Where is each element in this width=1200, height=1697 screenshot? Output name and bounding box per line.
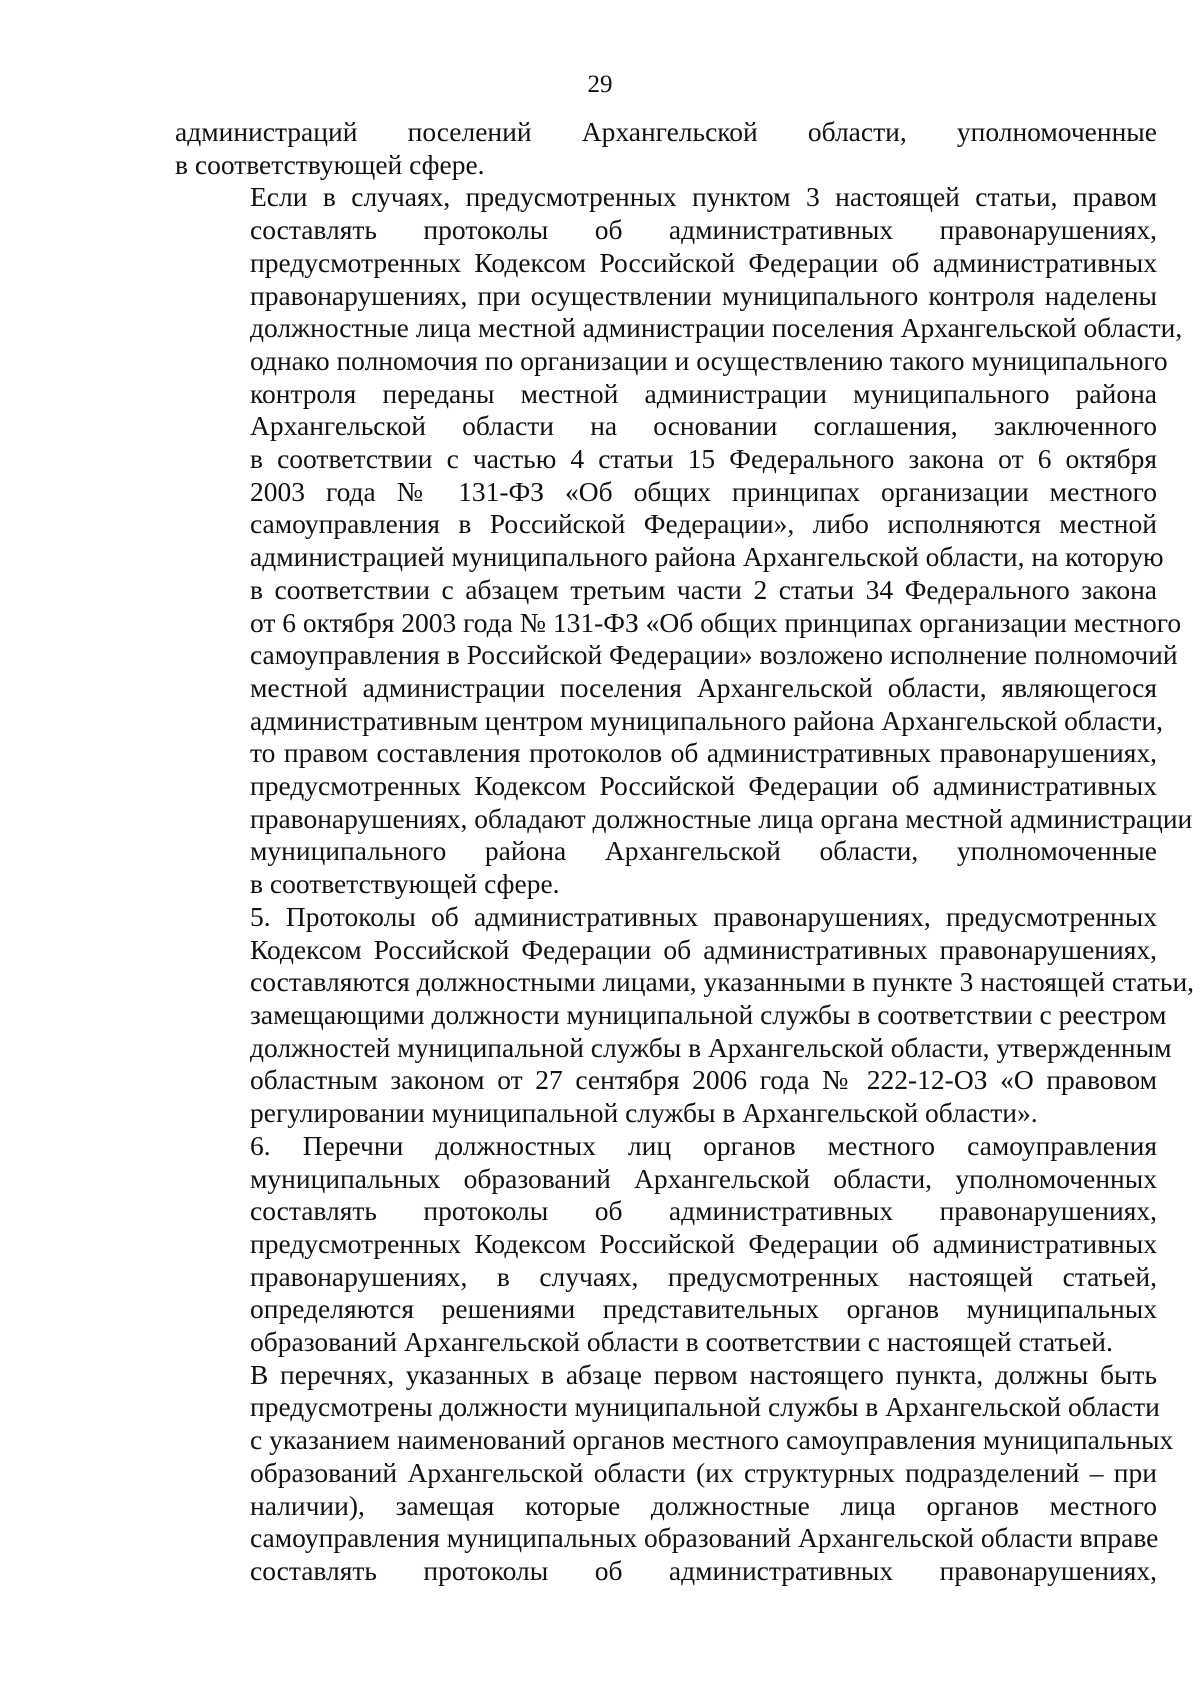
paragraph (175, 1130, 1157, 1359)
text-line: в соответствии с частью 4 статьи 15 Федерального закона от 6 октября (250, 443, 1157, 475)
text-line: 5. Протоколы об административных правонарушениях, предусмотренных (250, 900, 1157, 932)
text-line: определяются решениями представительных органов муниципальных (250, 1293, 1157, 1325)
text-line: предусмотренных Кодексом Российской Федерации об административных (250, 770, 1157, 802)
text-line: самоуправления в Российской Федерации» возложено исполнение полномочий (250, 639, 1178, 671)
document-body (175, 116, 1195, 1588)
text-line: образований Архангельской области в соответствии с настоящей статьей. (250, 1326, 1113, 1358)
paragraph (175, 116, 1157, 181)
text-line: контроля переданы местной администрации муниципального района (250, 377, 1157, 409)
text-line: Кодексом Российской Федерации об административных правонарушениях, (250, 933, 1157, 965)
text-line: предусмотренных Кодексом Российской Федерации об административных (250, 246, 1157, 278)
text-line: Архангельской области на основании соглашения, заключенного (250, 410, 1157, 442)
text-line: правонарушениях, при осуществлении муниципального контроля наделены (250, 279, 1157, 311)
text-line: составляются должностными лицами, указанными в пункте 3 настоящей статьи, (250, 966, 1195, 998)
text-line: составлять протоколы об административных правонарушениях, (250, 1195, 1157, 1227)
text-line: администрацией муниципального района Архангельской области, на которую (250, 541, 1164, 573)
text-line: регулировании муниципальной службы в Архангельской области». (250, 1097, 1038, 1129)
text-line: местной администрации поселения Архангельской области, являющегося (250, 671, 1157, 703)
text-line: составлять протоколы об административных правонарушениях, (250, 1554, 1157, 1586)
text-line: в соответствии с абзацем третьим части 2 статьи 34 Федерального закона (250, 573, 1157, 605)
paragraph (175, 181, 1193, 900)
paragraph (175, 900, 1195, 1130)
text-line: в соответствующей сфере. (175, 148, 485, 180)
page-number: 29 (587, 71, 613, 98)
text-line: правонарушениях, обладают должностные лица органа местной администрации (250, 802, 1193, 834)
text-line: 6. Перечни должностных лиц органов местного самоуправления (250, 1129, 1157, 1161)
paragraph (175, 1358, 1174, 1588)
text-line: в соответствующей сфере. (250, 868, 560, 900)
text-line: самоуправления в Российской Федерации», либо исполняются местной (250, 508, 1157, 540)
text-line: правонарушениях, в случаях, предусмотренных настоящей статьей, (250, 1260, 1157, 1292)
text-line: предусмотренных Кодексом Российской Федерации об административных (250, 1227, 1157, 1259)
text-line: муниципальных образований Архангельской области, уполномоченных (250, 1162, 1157, 1194)
text-line: от 6 октября 2003 года № 131-ФЗ «Об общих принципах организации местного (250, 606, 1182, 638)
text-line: то правом составления протоколов об административных правонарушениях, (250, 737, 1157, 769)
text-line: администраций поселений Архангельской области, уполномоченные (175, 116, 1157, 147)
text-line: 2003 года № 131-ФЗ «Об общих принципах организации местного (250, 475, 1157, 507)
text-line: составлять протоколы об административных правонарушениях, (250, 214, 1157, 246)
text-line: однако полномочия по организации и осуществлению такого муниципального (250, 344, 1168, 376)
text-line: предусмотрены должности муниципальной службы в Архангельской области (250, 1391, 1160, 1423)
text-line: самоуправления муниципальных образований Архангельской области вправе (250, 1522, 1159, 1554)
text-line: областным законом от 27 сентября 2006 года № 222-12-ОЗ «О правовом (250, 1064, 1157, 1096)
text-line: Если в случаях, предусмотренных пунктом 3 настоящей статьи, правом (250, 181, 1157, 213)
text-line: образований Архангельской области (их структурных подразделений – при (250, 1456, 1157, 1488)
text-line: наличии), замещая которые должностные лица органов местного (250, 1489, 1157, 1521)
text-line: с указанием наименований органов местного самоуправления муниципальных (250, 1424, 1174, 1456)
text-line: В перечнях, указанных в абзаце первом настоящего пункта, должны быть (250, 1358, 1157, 1390)
text-line: муниципального района Архангельской области, уполномоченные (250, 835, 1157, 867)
text-line: должностные лица местной администрации поселения Архангельской области, (250, 312, 1183, 344)
text-line: административным центром муниципального района Архангельской области, (250, 704, 1163, 736)
text-line: должностей муниципальной службы в Архангельской области, утвержденным (250, 1031, 1172, 1063)
text-line: замещающими должности муниципальной службы в соответствии с реестром (250, 998, 1167, 1030)
